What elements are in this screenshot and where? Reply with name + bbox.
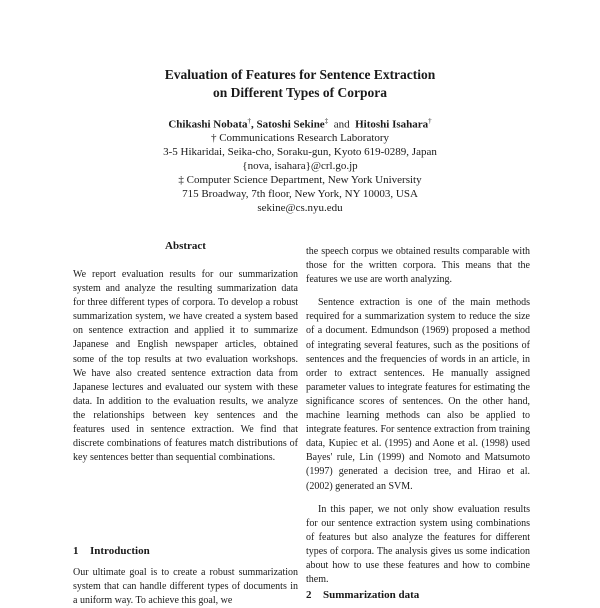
author-affiliation-mark: ‡ — [324, 117, 329, 125]
abstract-body — [73, 268, 298, 465]
right-column — [306, 245, 530, 587]
author-name: Chikashi Nobata — [168, 118, 248, 131]
author-conjunction: and — [333, 118, 350, 131]
affiliation-email: {nova, isahara}@crl.go.jp — [242, 160, 358, 172]
affiliation-line: † Communications Research Laboratory — [210, 132, 390, 144]
introduction-paragraph: Our ultimate goal is to create a robust summarization system that can handle different types of documents in a uniform way. To achieve this goal, we — [73, 567, 298, 607]
body-paragraph: In this paper, we not only show evaluation results for our sentence extraction system using combinations of features but also analyze the features for different types of corpora. The analysis gives us some indication about how to use these features and how to combine them. — [306, 503, 530, 586]
author-name: Satoshi Sekine — [256, 118, 325, 131]
section-number: 2 — [306, 589, 312, 601]
affiliation-line: 715 Broadway, 7th floor, New York, NY 10003, USA — [182, 188, 418, 200]
body-paragraph: Sentence extraction is one of the main methods required for a summarization system to reduce the size of a document. Edmundson (1969) proposed a method of integrating several features, such as the positions of sentences and the frequencies of words in an article, in order to extract sentences. He manually assigned parameter values to integrate features for estimating the significance scores of sentences. On the other hand, machine learning methods can also be applied to integrate features. For sentence extraction from training data, Kupiec et al. (1995) and Aone et al. (1998) used Bayes' rule, Lin (1999) and Nomoto and Matsumoto (1997) generated a decision tree, and Hirao et al. (2002) generated an SVM. — [306, 297, 530, 492]
section-heading — [306, 589, 419, 601]
abstract-heading: Abstract — [165, 240, 206, 252]
author-affiliation-mark: † — [428, 117, 432, 125]
section-title: Summarization data — [323, 589, 420, 601]
affiliation-line: ‡ Computer Science Department, New York University — [178, 174, 422, 186]
author-name: Hitoshi Isahara — [355, 118, 429, 131]
author-affiliation-mark: † — [247, 117, 252, 125]
paper-title-line-2: on Different Types of Corpora — [213, 85, 387, 100]
author-separator: , — [251, 118, 254, 131]
paper-title-line-1: Evaluation of Features for Sentence Extraction — [164, 67, 436, 82]
body-paragraph: the speech corpus we obtained results comparable with those for the written corpora. This means that the features we use are worth analyzing. — [306, 246, 530, 286]
abstract-text: We report evaluation results for our summarization system and analyze the resulting summarization data for three different types of corpora. To develop a robust summarization system, we have created a system based on sentence extraction and applied it to summarize Japanese and English newspaper articles, obtained some of the top results at two evaluation workshops. We have also created sentence extraction data from Japanese lectures and evaluated our system with these data. In addition to the evaluation results, we analyze the relationships between key sentences and the features used in sentence extraction. We find that discrete combinations of features match distributions of key sentences better than sequential combinations. — [73, 269, 298, 464]
section-title: Introduction — [90, 545, 150, 557]
affiliation-email: sekine@cs.nyu.edu — [257, 202, 343, 214]
section-heading — [73, 545, 150, 557]
author-list — [0, 117, 600, 131]
section-number: 1 — [73, 545, 79, 557]
affiliation-line: 3-5 Hikaridai, Seika-cho, Soraku-gun, Kyoto 619-0289, Japan — [163, 146, 437, 158]
